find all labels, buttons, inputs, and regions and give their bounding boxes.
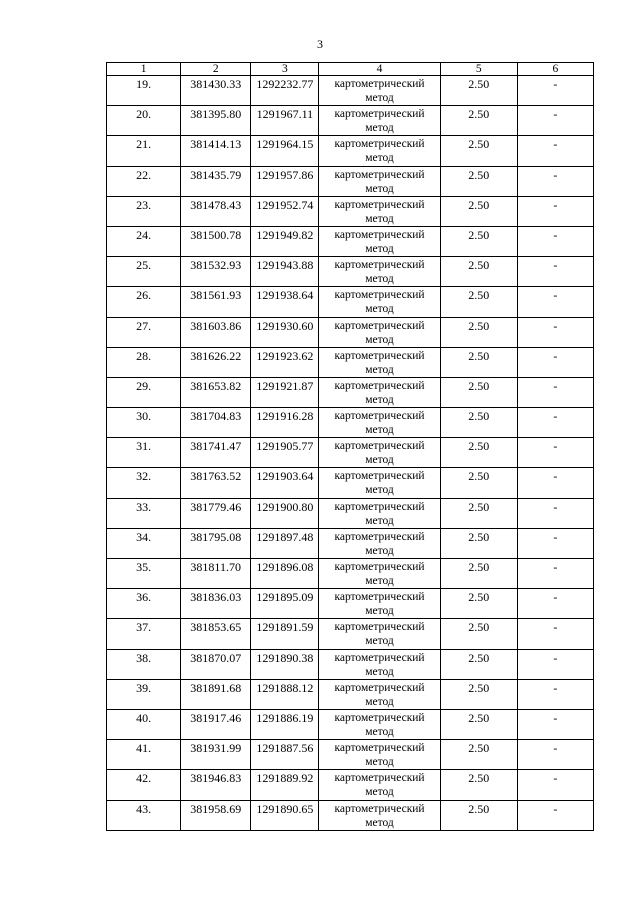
x-coordinate-cell: 381430.33 [181, 76, 251, 106]
x-coordinate-cell: 381763.52 [181, 468, 251, 498]
header-col-1: 1 [107, 63, 181, 76]
method-line-1: картометрический [334, 198, 425, 211]
y-coordinate-cell: 1291930.60 [251, 317, 319, 347]
method-line-1: картометрический [334, 802, 425, 815]
description-cell: - [517, 438, 593, 468]
method-line-2: метод [365, 635, 394, 648]
accuracy-cell: 2.50 [440, 287, 517, 317]
y-coordinate-cell: 1291957.86 [251, 166, 319, 196]
x-coordinate-cell: 381958.69 [181, 800, 251, 830]
point-number-cell: 33. [107, 498, 181, 528]
y-coordinate-cell: 1292232.77 [251, 76, 319, 106]
point-number-cell: 31. [107, 438, 181, 468]
y-coordinate-cell: 1291952.74 [251, 196, 319, 226]
y-coordinate-cell: 1291900.80 [251, 498, 319, 528]
method-cell [319, 498, 440, 528]
accuracy-cell: 2.50 [440, 196, 517, 226]
method-cell [319, 317, 440, 347]
accuracy-cell: 2.50 [440, 226, 517, 256]
table-row [107, 619, 594, 649]
method-line-1: картометрический [334, 259, 425, 272]
point-number-cell: 37. [107, 619, 181, 649]
method-line-1: картометрический [334, 561, 425, 573]
method-line-1: картометрический [334, 772, 425, 785]
y-coordinate-cell: 1291949.82 [251, 226, 319, 256]
point-number-cell: 38. [107, 649, 181, 679]
y-coordinate-cell: 1291895.09 [251, 589, 319, 619]
x-coordinate-cell: 381414.13 [181, 136, 251, 166]
y-coordinate-cell: 1291923.62 [251, 347, 319, 377]
accuracy-cell: 2.50 [440, 498, 517, 528]
x-coordinate-cell: 381626.22 [181, 347, 251, 377]
method-line-1: картометрический [334, 168, 425, 181]
table-row [107, 679, 594, 709]
method-line-2: метод [365, 92, 394, 104]
method-line-2: метод [365, 242, 394, 255]
accuracy-cell: 2.50 [440, 770, 517, 800]
accuracy-cell: 2.50 [440, 679, 517, 709]
method-cell [319, 619, 440, 649]
method-line-2: метод [365, 182, 394, 195]
table-row [107, 649, 594, 679]
method-line-2: метод [365, 212, 394, 225]
method-cell [319, 347, 440, 377]
y-coordinate-cell: 1291887.56 [251, 740, 319, 770]
y-coordinate-cell: 1291943.88 [251, 257, 319, 287]
accuracy-cell: 2.50 [440, 800, 517, 830]
accuracy-cell: 2.50 [440, 468, 517, 498]
y-coordinate-cell: 1291903.64 [251, 468, 319, 498]
method-cell [319, 770, 440, 800]
method-line-2: метод [365, 152, 394, 165]
accuracy-cell: 2.50 [440, 740, 517, 770]
description-cell: - [517, 136, 593, 166]
header-col-6: 6 [517, 63, 593, 76]
method-line-2: метод [365, 484, 394, 497]
accuracy-cell: 2.50 [440, 559, 517, 589]
method-line-2: метод [365, 575, 394, 587]
method-line-1: картометрический [334, 440, 425, 453]
point-number-cell: 26. [107, 287, 181, 317]
y-coordinate-cell: 1291886.19 [251, 709, 319, 739]
method-cell [319, 76, 440, 106]
description-cell: - [517, 347, 593, 377]
table-row [107, 438, 594, 468]
y-coordinate-cell: 1291891.59 [251, 619, 319, 649]
description-cell: - [517, 770, 593, 800]
point-number-cell: 34. [107, 528, 181, 558]
x-coordinate-cell: 381836.03 [181, 589, 251, 619]
x-coordinate-cell: 381870.07 [181, 649, 251, 679]
accuracy-cell: 2.50 [440, 76, 517, 106]
accuracy-cell: 2.50 [440, 438, 517, 468]
y-coordinate-cell: 1291964.15 [251, 136, 319, 166]
table-row [107, 589, 594, 619]
x-coordinate-cell: 381653.82 [181, 377, 251, 407]
method-cell [319, 226, 440, 256]
method-line-2: метод [365, 544, 394, 557]
method-line-1: картометрический [334, 138, 425, 151]
method-cell [319, 559, 440, 589]
method-line-2: метод [365, 424, 394, 437]
method-line-1: картометрический [334, 410, 425, 423]
accuracy-cell: 2.50 [440, 166, 517, 196]
table-row [107, 196, 594, 226]
method-line-2: метод [365, 816, 394, 829]
x-coordinate-cell: 381704.83 [181, 408, 251, 438]
point-number-cell: 20. [107, 106, 181, 136]
description-cell: - [517, 317, 593, 347]
description-cell: - [517, 589, 593, 619]
y-coordinate-cell: 1291890.65 [251, 800, 319, 830]
x-coordinate-cell: 381946.83 [181, 770, 251, 800]
method-cell [319, 679, 440, 709]
point-number-cell: 41. [107, 740, 181, 770]
method-line-1: картометрический [334, 681, 425, 694]
method-line-2: метод [365, 363, 394, 376]
y-coordinate-cell: 1291916.28 [251, 408, 319, 438]
accuracy-cell: 2.50 [440, 589, 517, 619]
method-line-2: метод [365, 665, 394, 678]
method-line-2: метод [365, 605, 394, 618]
accuracy-cell: 2.50 [440, 408, 517, 438]
table-row [107, 226, 594, 256]
method-line-2: метод [365, 756, 394, 769]
method-line-1: картометрический [334, 78, 425, 90]
description-cell: - [517, 408, 593, 438]
table-row [107, 377, 594, 407]
method-line-1: картометрический [334, 591, 425, 604]
x-coordinate-cell: 381395.80 [181, 106, 251, 136]
x-coordinate-cell: 381795.08 [181, 528, 251, 558]
method-line-2: метод [365, 786, 394, 799]
description-cell: - [517, 468, 593, 498]
description-cell: - [517, 166, 593, 196]
method-line-2: метод [365, 393, 394, 406]
x-coordinate-cell: 381741.47 [181, 438, 251, 468]
table-row [107, 347, 594, 377]
y-coordinate-cell: 1291967.11 [251, 106, 319, 136]
method-line-1: картометрический [334, 289, 425, 302]
description-cell: - [517, 257, 593, 287]
method-cell [319, 740, 440, 770]
x-coordinate-cell: 381779.46 [181, 498, 251, 528]
description-cell: - [517, 740, 593, 770]
x-coordinate-cell: 381891.68 [181, 679, 251, 709]
method-line-1: картометрический [334, 349, 425, 362]
accuracy-cell: 2.50 [440, 649, 517, 679]
description-cell: - [517, 196, 593, 226]
point-number-cell: 40. [107, 709, 181, 739]
point-number-cell: 36. [107, 589, 181, 619]
description-cell: - [517, 528, 593, 558]
method-line-2: метод [365, 695, 394, 708]
header-col-4: 4 [319, 63, 440, 76]
x-coordinate-cell: 381478.43 [181, 196, 251, 226]
description-cell: - [517, 226, 593, 256]
y-coordinate-cell: 1291921.87 [251, 377, 319, 407]
method-cell [319, 166, 440, 196]
accuracy-cell: 2.50 [440, 106, 517, 136]
y-coordinate-cell: 1291897.48 [251, 528, 319, 558]
method-line-2: метод [365, 273, 394, 286]
method-line-1: картометрический [334, 651, 425, 664]
accuracy-cell: 2.50 [440, 377, 517, 407]
method-line-1: картометрический [334, 108, 425, 121]
x-coordinate-cell: 381603.86 [181, 317, 251, 347]
description-cell: - [517, 649, 593, 679]
accuracy-cell: 2.50 [440, 136, 517, 166]
method-line-1: картометрический [334, 319, 425, 332]
point-number-cell: 42. [107, 770, 181, 800]
header-col-2: 2 [181, 63, 251, 76]
method-line-2: метод [365, 122, 394, 135]
method-line-2: метод [365, 514, 394, 527]
description-cell: - [517, 76, 593, 106]
method-line-1: картометрический [334, 742, 425, 755]
table-row [107, 317, 594, 347]
table-row [107, 287, 594, 317]
table-header [107, 63, 594, 76]
description-cell: - [517, 800, 593, 830]
header-col-3: 3 [251, 63, 319, 76]
accuracy-cell: 2.50 [440, 257, 517, 287]
method-line-2: метод [365, 725, 394, 738]
description-cell: - [517, 709, 593, 739]
accuracy-cell: 2.50 [440, 619, 517, 649]
table-row [107, 136, 594, 166]
method-line-1: картометрический [334, 500, 425, 513]
method-cell [319, 287, 440, 317]
method-cell [319, 196, 440, 226]
y-coordinate-cell: 1291888.12 [251, 679, 319, 709]
point-number-cell: 22. [107, 166, 181, 196]
table-row [107, 166, 594, 196]
table-row [107, 709, 594, 739]
description-cell: - [517, 106, 593, 136]
description-cell: - [517, 287, 593, 317]
method-line-2: метод [365, 303, 394, 316]
x-coordinate-cell: 381811.70 [181, 559, 251, 589]
accuracy-cell: 2.50 [440, 317, 517, 347]
description-cell: - [517, 619, 593, 649]
point-number-cell: 43. [107, 800, 181, 830]
method-line-2: метод [365, 333, 394, 346]
x-coordinate-cell: 381853.65 [181, 619, 251, 649]
method-cell [319, 649, 440, 679]
description-cell: - [517, 559, 593, 589]
point-number-cell: 25. [107, 257, 181, 287]
point-number-cell: 27. [107, 317, 181, 347]
method-cell [319, 257, 440, 287]
point-number-cell: 35. [107, 559, 181, 589]
table-row [107, 528, 594, 558]
method-line-1: картометрический [334, 379, 425, 392]
point-number-cell: 23. [107, 196, 181, 226]
page-number: 3 [317, 37, 323, 51]
y-coordinate-cell: 1291938.64 [251, 287, 319, 317]
table-row [107, 408, 594, 438]
method-cell [319, 589, 440, 619]
header-col-5: 5 [440, 63, 517, 76]
method-line-1: картометрический [334, 470, 425, 483]
table-row [107, 770, 594, 800]
table-row [107, 468, 594, 498]
description-cell: - [517, 377, 593, 407]
description-cell: - [517, 498, 593, 528]
table-row [107, 800, 594, 830]
y-coordinate-cell: 1291896.08 [251, 559, 319, 589]
x-coordinate-cell: 381500.78 [181, 226, 251, 256]
method-line-1: картометрический [334, 530, 425, 543]
point-number-cell: 28. [107, 347, 181, 377]
point-number-cell: 39. [107, 679, 181, 709]
point-number-cell: 29. [107, 377, 181, 407]
coordinates-table [106, 62, 594, 831]
header-row [107, 63, 594, 76]
method-cell [319, 106, 440, 136]
method-cell [319, 709, 440, 739]
y-coordinate-cell: 1291889.92 [251, 770, 319, 800]
table-row [107, 559, 594, 589]
method-cell [319, 468, 440, 498]
accuracy-cell: 2.50 [440, 347, 517, 377]
y-coordinate-cell: 1291890.38 [251, 649, 319, 679]
x-coordinate-cell: 381435.79 [181, 166, 251, 196]
method-cell [319, 408, 440, 438]
x-coordinate-cell: 381917.46 [181, 709, 251, 739]
method-line-1: картометрический [334, 711, 425, 724]
method-line-2: метод [365, 454, 394, 467]
table-row [107, 257, 594, 287]
table-body [107, 76, 594, 831]
point-number-cell: 32. [107, 468, 181, 498]
method-cell [319, 136, 440, 166]
accuracy-cell: 2.50 [440, 709, 517, 739]
method-line-1: картометрический [334, 621, 425, 634]
point-number-cell: 19. [107, 76, 181, 106]
table-row [107, 498, 594, 528]
table-row [107, 106, 594, 136]
y-coordinate-cell: 1291905.77 [251, 438, 319, 468]
point-number-cell: 24. [107, 226, 181, 256]
x-coordinate-cell: 381561.93 [181, 287, 251, 317]
table-row [107, 76, 594, 106]
method-cell [319, 800, 440, 830]
method-line-1: картометрический [334, 228, 425, 241]
point-number-cell: 21. [107, 136, 181, 166]
x-coordinate-cell: 381931.99 [181, 740, 251, 770]
method-cell [319, 438, 440, 468]
method-cell [319, 528, 440, 558]
point-number-cell: 30. [107, 408, 181, 438]
method-cell [319, 377, 440, 407]
description-cell: - [517, 679, 593, 709]
table-row [107, 740, 594, 770]
accuracy-cell: 2.50 [440, 528, 517, 558]
x-coordinate-cell: 381532.93 [181, 257, 251, 287]
